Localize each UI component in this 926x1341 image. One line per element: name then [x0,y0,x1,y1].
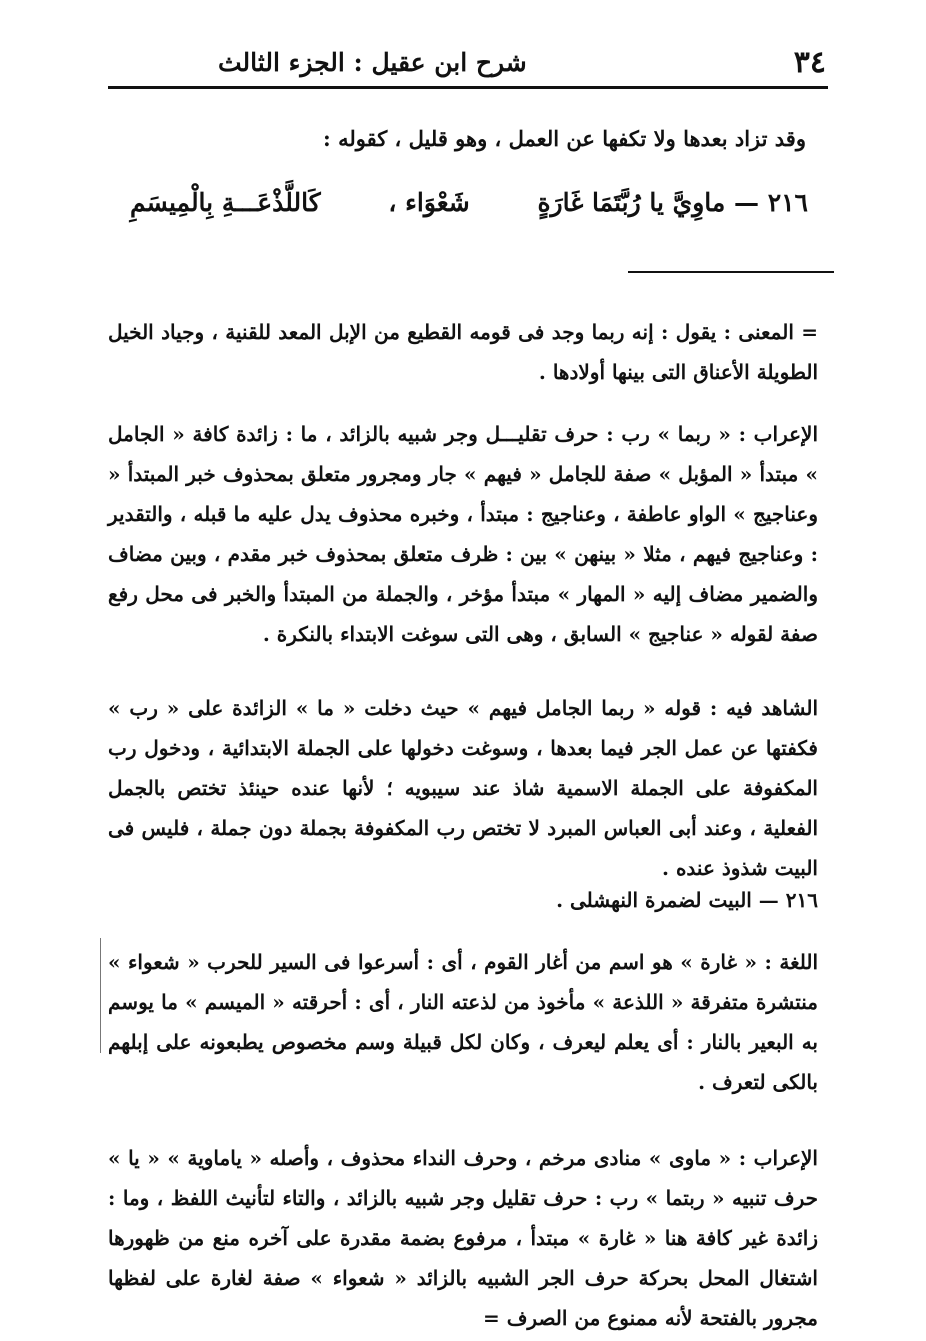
footnote-irab-1: الإعراب : « ربما » رب : حرف تقليـــل وجر شبيه بالزائد ، ما : زائدة كافة « الجامل » مبتدأ « المؤبل » صفة للجامل « فيهم » جار ومجرور متعلق بمحذوف خبر المبتدأ « وعناجيج » الواو عاطفة ، وعناجيج : مبتدأ ، وخبره محذوف يدل عليه ما قبله ، والتقدير : وعناجيج فيهم ، مثلا « بينهن » بين : ظرف متعلق بمحذوف خبر مقدم ، وبين مضاف والضمير مضاف إليه « المهار » مبتدأ مؤخر ، والجملة من المبتدأ والخبر فى محل رفع صفة لقوله « عناجيج » السابق ، وهى التى سوغت الابتداء بالنكرة . [108,422,818,646]
intro-line: وقد تزاد بعدها ولا تكفها عن العمل ، وهو قليل ، كقوله : [323,126,806,151]
verse-part-2: شَعْوَاء ، [388,188,470,217]
verse-line [130,188,808,217]
footnote-irab-2: الإعراب : « ماوى » منادى مرخم ، وحرف النداء محذوف ، وأصله « ياماوية » « يا » حرف تنبيه « ربتما » رب : حرف تقليل وجر شبيه بالزائد ، والتاء لتأنيث اللفظ ، وما : زائدة غير كافة هنا « غارة » مبتدأ ، مرفوع بضمة مقدرة على آخره منع من ظهورها اشتغال المحل بحركة حرف الجر الشبيه بالزائد « شعواء » صفة لغارة على لفظها مجرور بالفتحة لأنه ممنوع من الصرف = [108,1146,818,1330]
footnote-separator [628,271,834,273]
verse-part-3: كَاللَّذْعَـــةِ بِالْمِيسَمِ [130,188,321,217]
verse-part-1: ٢١٦ — ماوِيَّ يا رُبَّتَمَا غَارَةٍ [537,188,808,217]
header-rule [108,86,828,89]
footnote-meaning: = المعنى : يقول : إنه ربما وجد فى قومه القطيع من الإبل المعد للقنية ، وجياد الخيل الطويلة الأعناق التى بينها أولادها . [108,320,818,384]
running-title: شرح ابن عقيل : الجزء الثالث [218,47,527,77]
footnote-lugha: اللغة : « غارة » هو اسم من أغار القوم ، أى : أسرعوا فى السير للحرب « شعواء » منتشرة متفرقة « اللذعة » مأخوذ من لذعته النار ، أى : أحرقته « الميسم » ما يوسم به البعير بالنار : أى يعلم ليعرف ، وكان لكل قبيلة وسم مخصوص يطبعونه على إبلهم بالكى لتعرف . [108,950,818,1094]
footnote-shahid: الشاهد فيه : قوله « ربما الجامل فيهم » حيث دخلت « ما » الزائدة على « رب » فكفتها عن عمل الجر فيما بعدها ، وسوغت دخولها على الجملة الابتدائية ، ودخول رب المكفوفة على الجملة الاسمية شاذ عند سيبويه ؛ لأنها عنده حينئذ تختص بالجمل الفعلية ، وعند أبى العباس المبرد لا تختص رب المكفوفة بجملة دون جملة ، فليس فى البيت شذوذ عنده . [108,696,818,880]
page-header [108,38,826,86]
footnote-source: ٢١٦ — البيت لضمرة النهشلى . [556,888,818,912]
margin-line [100,938,101,1053]
page-number: ٣٤ [793,44,826,80]
